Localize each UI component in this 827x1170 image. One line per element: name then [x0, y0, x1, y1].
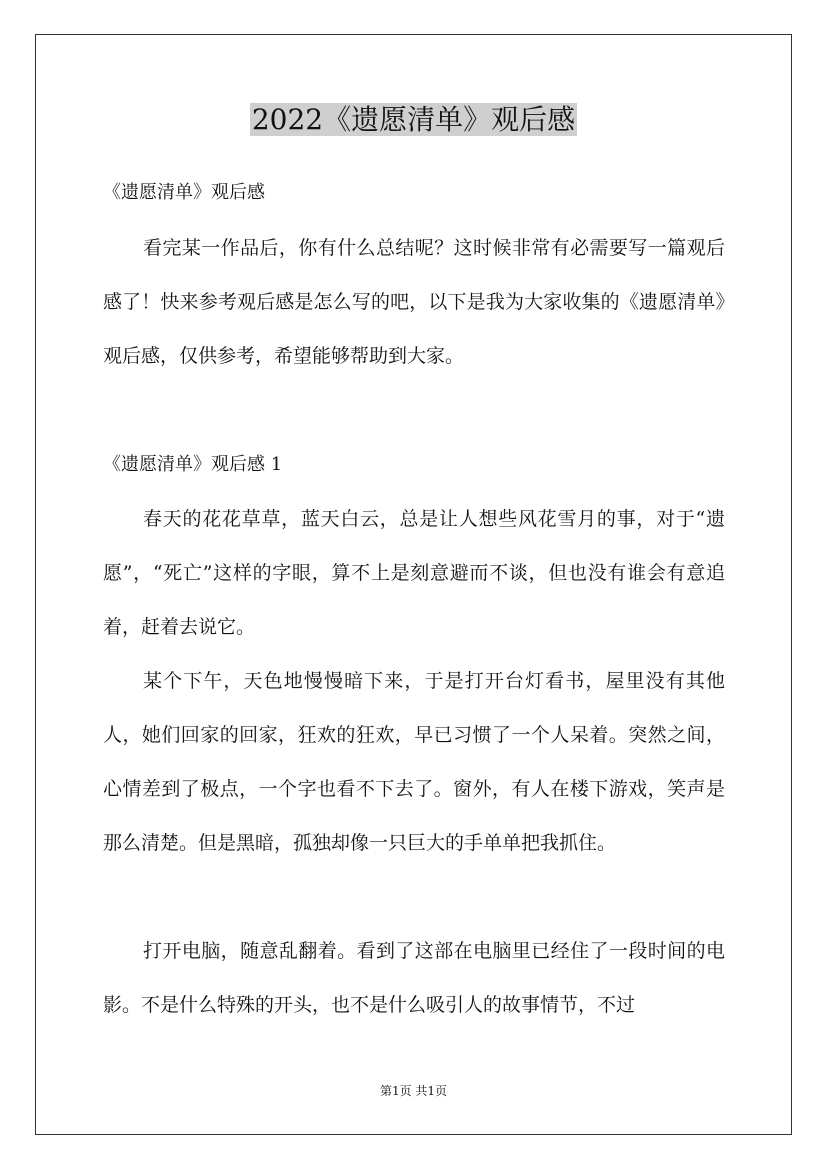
document-title [0, 100, 827, 140]
page-footer: 第1页 共1页 [379, 1084, 448, 1098]
paragraph-2: 某个下午，天色地慢慢暗下来，于是打开台灯看书，屋里没有其他人，她们回家的回家，狂欢的狂欢，早已习惯了一个人呆着。突然之间，心情差到了极点，一个字也看不下去了。窗外，有人在楼下游戏，笑声是那么清楚。但是黑暗，孤独却像一只巨大的手单单把我抓住。 [103, 670, 725, 854]
document-title-text: 2022《遗愿清单》观后感 [251, 103, 576, 136]
paragraph-1: 春天的花花草草，蓝天白云，总是让人想些风花雪月的事，对于“遗愿”，“死亡”这样的字眼，算不上是刻意避而不谈，但也没有谁会有意追着，赶着去说它。 [103, 508, 725, 638]
intro-heading: 《遗愿清单》观后感 [103, 182, 265, 203]
paragraph-3: 打开电脑，随意乱翻着。看到了这部在电脑里已经住了一段时间的电影。不是什么特殊的开头，也不是什么吸引人的故事情节，不过 [103, 940, 725, 1016]
intro-paragraph: 看完某一作品后，你有什么总结呢？这时候非常有必需要写一篇观后感了！快来参考观后感是怎么写的吧，以下是我为大家收集的《遗愿清单》观后感，仅供参考，希望能够帮助到大家。 [103, 237, 725, 367]
section1-heading: 《遗愿清单》观后感 1 [103, 454, 283, 475]
